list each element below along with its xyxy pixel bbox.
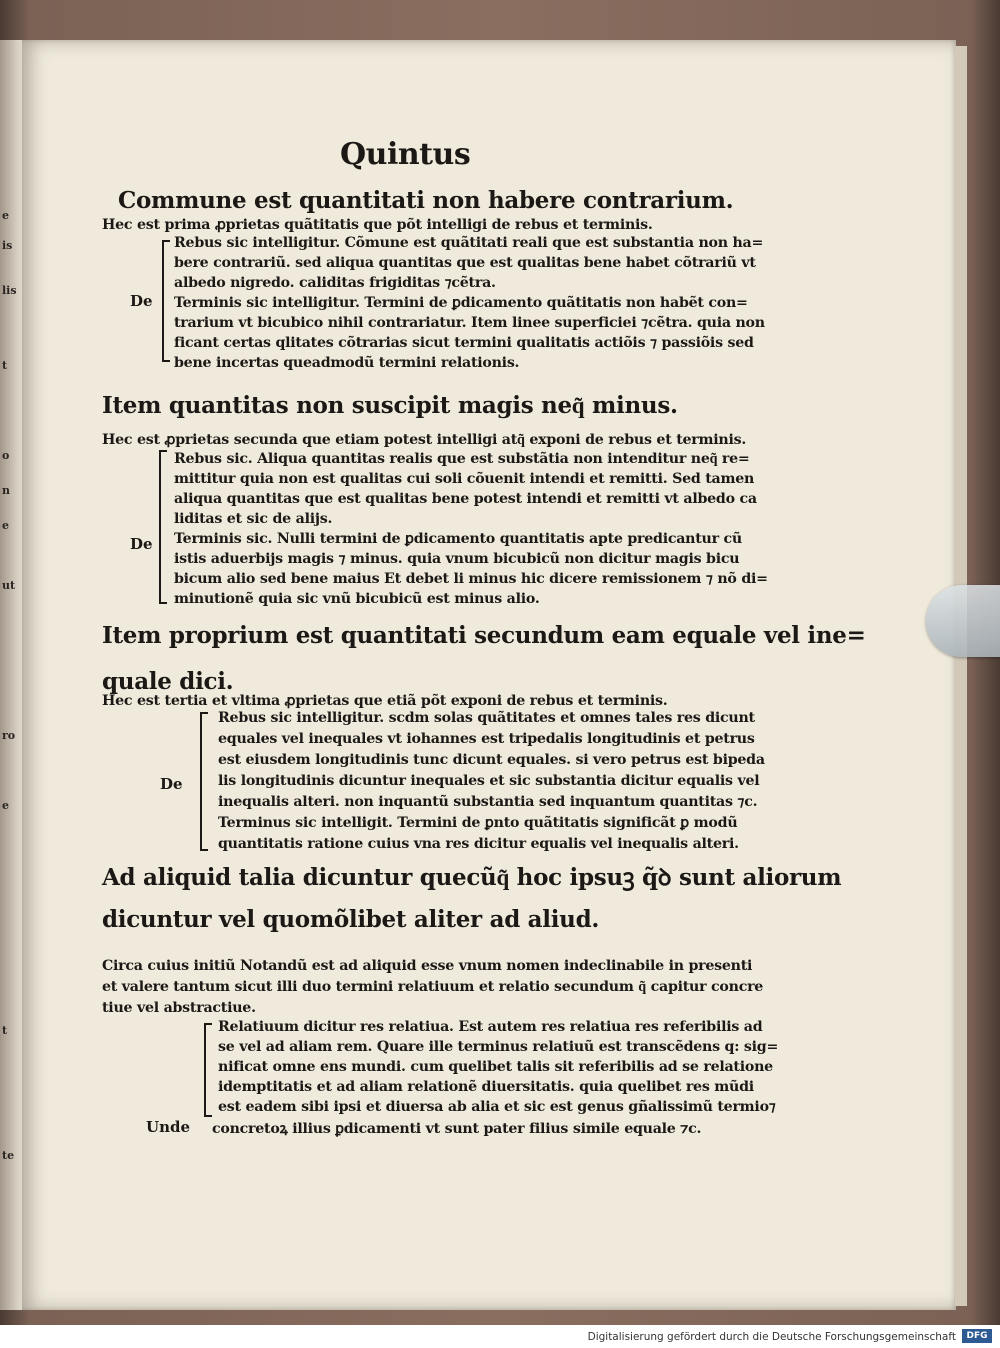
dfg-logo: DFG: [962, 1329, 992, 1343]
bracket-line: inequalis alteri. non inquantũ substantia sed inquantum quantitas ⁊c.: [218, 794, 758, 810]
bracket-line: aliqua quantitas que est qualitas bene potest intendi et remitti vt albedo ca: [174, 491, 757, 507]
bracket-line: mittitur quia non est qualitas cui soli cõuenit intendi et remitti. Sed tamen: [174, 471, 755, 487]
footer-credit: Digitalisierung gefördert durch die Deutsche Forschungsgemeinschaft: [587, 1331, 956, 1343]
section-bracket: [162, 240, 170, 362]
prev-page-fragment: o: [2, 449, 10, 462]
page-edges: [955, 46, 967, 1306]
page-title: Quintus: [340, 137, 471, 172]
prev-page-fragment: te: [2, 1149, 15, 1162]
prev-page-fragment: n: [2, 484, 10, 497]
section-rubric: Item quantitas non suscipit magis neq͂ minus.: [102, 392, 678, 419]
section-rubric: Commune est quantitati non habere contrarium.: [118, 187, 734, 214]
section-bracket: [200, 712, 208, 851]
section-intro: Circa cuius initiũ Notandũ est ad aliquid esse vnum nomen indeclinabile in presenti: [102, 958, 753, 974]
bracket-line: istis aduerbijs magis ⁊ minus. quia vnum bicubicũ non dicitur magis bicu: [174, 551, 740, 567]
book-page: [22, 40, 956, 1310]
bracket-line: lis longitudinis dicuntur inequales et sic substantia dicitur equalis vel: [218, 773, 760, 789]
bracket-line: equales vel inequales vt iohannes est tripedalis longitudinis et petrus: [218, 731, 755, 747]
bracket-line: quantitatis ratione cuius vna res dicitur equalis vel inequalis alteri.: [218, 836, 739, 852]
section-rubric: quale dici.: [102, 668, 234, 695]
prev-page-fragment: e: [2, 519, 9, 532]
bracket-line: Rebus sic. Aliqua quantitas realis que est substãtia non intenditur neq͂ re=: [174, 451, 750, 467]
bracket-line: se vel ad aliam rem. Quare ille terminus relatiuũ est transcẽdens q: sig=: [218, 1039, 779, 1055]
side-label: De: [130, 292, 153, 310]
prev-page-fragment: is: [2, 239, 13, 252]
prev-page-fragment: t: [2, 359, 8, 372]
bookmark-clip: [926, 585, 1000, 657]
section-rubric: Item proprium est quantitati secundum eam equale vel ine=: [102, 622, 866, 649]
side-label: Unde: [146, 1118, 191, 1136]
bracket-line: Rebus sic intelligitur. Cõmune est quãtitati reali que est substantia non ha=: [174, 235, 764, 251]
bracket-line: liditas et sic de alijs.: [174, 511, 333, 527]
bracket-line: Terminis sic. Nulli termini de ꝑdicamento quantitatis apte predicantur cũ: [174, 531, 742, 547]
prev-page-fragment: e: [2, 799, 9, 812]
section-intro: Hec est prima ꝓprietas quãtitatis que põt intelligi de rebus et terminis.: [102, 217, 653, 233]
footer: [0, 1325, 1000, 1348]
bracket-line: minutionẽ quia sic vnũ bicubicũ est minus alio.: [174, 591, 540, 607]
side-label: De: [160, 775, 183, 793]
prev-page-fragment: ut: [2, 579, 16, 592]
prev-page-fragment: e: [2, 209, 9, 222]
section-intro: Hec est ꝓprietas secunda que etiam potest intelligi atq͂ exponi de rebus et terminis.: [102, 432, 747, 448]
bracket-line: idemptitatis et ad aliam relationẽ diuersitatis. quia quelibet res mũdi: [218, 1079, 754, 1095]
bracket-line: Relatiuum dicitur res relatiua. Est autem res relatiua res referibilis ad: [218, 1019, 763, 1035]
section-intro: Hec est tertia et vltima ꝓprietas que etiã põt exponi de rebus et terminis.: [102, 693, 668, 709]
section-bracket: [204, 1023, 212, 1117]
bracket-line: Terminis sic intelligitur. Termini de ꝑdicamento quãtitatis non habẽt con=: [174, 295, 748, 311]
prev-page-fragment: ro: [2, 729, 16, 742]
section-intro: tiue vel abstractiue.: [102, 1000, 256, 1016]
bracket-line: concretoꝝ illius ꝑdicamenti vt sunt pater filius simile equale ⁊c.: [212, 1121, 702, 1137]
bracket-line: albedo nigredo. caliditas frigiditas ⁊cẽtra.: [174, 275, 496, 291]
section-rubric: dicuntur vel quomõlibet aliter ad aliud.: [102, 906, 600, 933]
section-intro: et valere tantum sicut illi duo termini relatiuum et relatio secundum q͂ capitur concre: [102, 979, 764, 995]
bracket-line: Rebus sic intelligitur. scdm solas quãtitates et omnes tales res dicunt: [218, 710, 755, 726]
section-bracket: [159, 450, 167, 604]
bracket-line: bere contrariũ. sed aliqua quantitas que est qualitas bene habet cõtrariũ vt: [174, 255, 756, 271]
section-rubric: Ad aliquid talia dicuntur quecũq͂ hoc ipsuꝫ q̃ꝺ sunt aliorum: [102, 864, 842, 891]
bracket-line: est eiusdem longitudinis tunc dicunt equales. si vero petrus est bipeda: [218, 752, 765, 768]
bracket-line: Terminus sic intelligit. Termini de ꝑnto quãtitatis significãt ꝑ modũ: [218, 815, 738, 831]
bracket-line: ficant certas qlitates cõtrarias sicut termini qualitatis actiõis ⁊ passiõis sed: [174, 335, 754, 351]
bracket-line: nificat omne ens mundi. cum quelibet talis sit referibilis ad se relatione: [218, 1059, 773, 1075]
prev-page-fragment: t: [2, 1024, 8, 1037]
prev-page-fragment: lis: [2, 284, 17, 297]
side-label: De: [130, 535, 153, 553]
bracket-line: trarium vt bicubico nihil contrariatur. Item linee superficiei ⁊cẽtra. quia non: [174, 315, 765, 331]
bracket-line: est eadem sibi ipsi et diuersa ab alia et sic est genus gñalissimũ termio⁊: [218, 1099, 776, 1115]
bracket-line: bicum alio sed bene maius Et debet li minus hic dicere remissionem ⁊ nõ di=: [174, 571, 768, 587]
bracket-line: bene incertas queadmodũ termini relationis.: [174, 355, 520, 371]
